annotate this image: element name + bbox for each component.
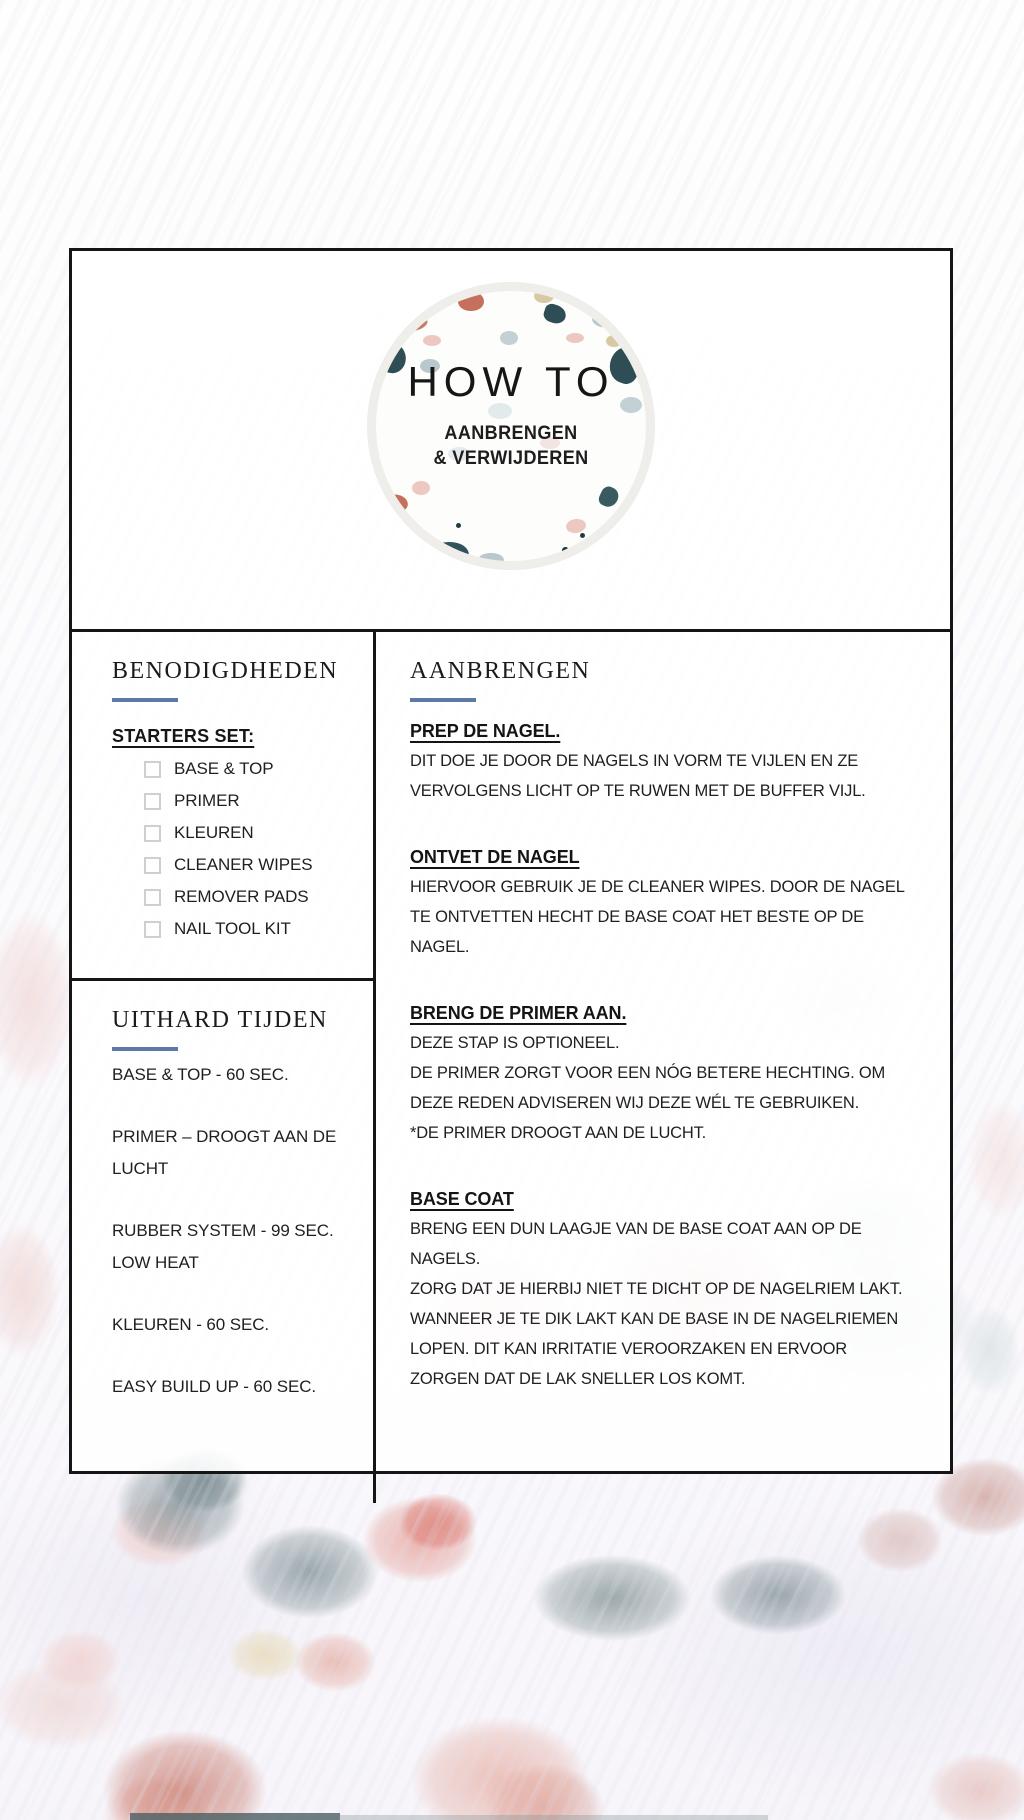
curing-time-entry (112, 1059, 365, 1091)
benodigdheden-heading: BENODIGDHEDEN (112, 658, 339, 684)
terrazzo-chip (562, 547, 568, 553)
section-title: ONTVET DE NAGEL (410, 847, 580, 867)
curing-time-line: BASE & TOP - 60 SEC. (112, 1065, 289, 1084)
bottom-accent-strip (130, 1813, 340, 1820)
checkbox-icon (144, 761, 161, 778)
curing-time-entry (112, 1121, 365, 1185)
curing-time-line: LOW HEAT (112, 1253, 199, 1272)
logo-title: HOW TO (407, 358, 615, 405)
starters-set-list (112, 753, 365, 945)
section-line: ZORGEN DAT DE LAK SNELLER LOS KOMT. (410, 1370, 746, 1388)
logo-subtitle-line2: & VERWIJDEREN (433, 448, 589, 469)
left-column (72, 632, 376, 1503)
terrazzo-chip (597, 484, 622, 510)
section-line: TE ONTVETTEN HECHT DE BASE COAT HET BESTE OP DE (410, 908, 864, 926)
section-line: *DE PRIMER DROOGT AAN DE LUCHT. (410, 1124, 707, 1142)
terrazzo-chip (412, 481, 430, 495)
terrazzo-chip (591, 311, 613, 329)
terrazzo-chip (534, 289, 554, 303)
aanbrengen-heading: AANBRENGEN (410, 658, 591, 684)
curing-times-list (112, 1059, 365, 1403)
section-line: ZORG DAT JE HIERBIJ NIET TE DICHT OP DE NAGELRIEM LAKT. (410, 1280, 903, 1298)
section-line: DE PRIMER ZORGT VOOR EEN NÓG BETERE HECHTING. OM (410, 1064, 886, 1082)
heading-rule (112, 1047, 178, 1051)
list-item-label: NAIL TOOL KIT (174, 919, 291, 938)
section-prep-de-nagel (410, 716, 934, 806)
section-line: NAGELS. (410, 1250, 481, 1268)
uithard-tijden-heading: UITHARD TIJDEN (112, 1007, 328, 1033)
section-title: BASE COAT (410, 1189, 514, 1209)
terrazzo-chip (565, 518, 587, 535)
terrazzo-chip (478, 553, 504, 567)
section-line: HIERVOOR GEBRUIK JE DE CLEANER WIPES. DOOR DE NAGEL (410, 878, 905, 896)
benodigdheden-panel (72, 632, 373, 981)
list-item-label: REMOVER PADS (174, 887, 309, 906)
instruction-card (69, 248, 953, 1474)
terrazzo-chip (500, 331, 518, 345)
logo-text (376, 358, 646, 471)
section-line: DEZE STAP IS OPTIONEEL. (410, 1034, 620, 1052)
section-title: BRENG DE PRIMER AAN. (410, 1003, 627, 1023)
logo-subtitle (376, 421, 646, 471)
content-columns (72, 629, 950, 1503)
curing-time-line: KLEUREN - 60 SEC. (112, 1315, 270, 1334)
list-item (112, 753, 365, 785)
instruction-sections (410, 716, 934, 1394)
list-item (112, 785, 365, 817)
curing-time-line: PRIMER – DROOGT AAN DE (112, 1127, 337, 1146)
section-line: DIT DOE JE DOOR DE NAGELS IN VORM TE VIJLEN EN ZE (410, 752, 859, 770)
terrazzo-chip (542, 302, 568, 326)
list-item (112, 817, 365, 849)
terrazzo-chip (458, 291, 484, 311)
section-line: WANNEER JE TE DIK LAKT KAN DE BASE IN DE NAGELRIEMEN (410, 1310, 899, 1328)
terrazzo-chip (387, 493, 409, 512)
curing-time-entry (112, 1371, 365, 1403)
section-base-coat (410, 1184, 934, 1394)
checkbox-icon (144, 857, 161, 874)
checkbox-icon (144, 793, 161, 810)
list-item-label: PRIMER (174, 791, 240, 810)
section-ontvet-de-nagel (410, 842, 934, 962)
list-item (112, 913, 365, 945)
checkbox-icon (144, 921, 161, 938)
heading-rule (112, 698, 178, 702)
list-item (112, 881, 365, 913)
terrazzo-chip (405, 316, 429, 334)
terrazzo-chip (606, 335, 622, 347)
section-line: LOPEN. DIT KAN IRRITATIE VEROORZAKEN EN ERVOOR (410, 1340, 847, 1358)
logo-subtitle-line1: AANBRENGEN (444, 423, 578, 444)
section-line: VERVOLGENS LICHT OP TE RUWEN MET DE BUFFER VIJL. (410, 782, 866, 800)
list-item-label: KLEUREN (174, 823, 254, 842)
heading-rule (410, 698, 476, 702)
section-line: DEZE REDEN ADVISEREN WIJ DEZE WÉL TE GEBRUIKEN. (410, 1094, 860, 1112)
section-line: BRENG EEN DUN LAAGJE VAN DE BASE COAT AAN OP DE (410, 1220, 862, 1238)
terrazzo-chip (456, 523, 461, 528)
list-item-label: BASE & TOP (174, 759, 274, 778)
section-line: NAGEL. (410, 938, 470, 956)
terrazzo-chip (580, 533, 585, 538)
list-item (112, 849, 365, 881)
section-breng-de-primer-aan (410, 998, 934, 1148)
terrazzo-logo-badge (368, 283, 654, 569)
curing-time-line: RUBBER SYSTEM - 99 SEC. (112, 1221, 334, 1240)
terrazzo-chip (566, 333, 584, 343)
curing-time-line: LUCHT (112, 1159, 169, 1178)
list-item-label: CLEANER WIPES (174, 855, 313, 874)
terrazzo-chip (506, 561, 530, 569)
curing-time-entry (112, 1215, 365, 1279)
curing-time-line: EASY BUILD UP - 60 SEC. (112, 1377, 316, 1396)
bottom-accent-strip-faint (338, 1815, 768, 1820)
curing-time-entry (112, 1309, 365, 1341)
starters-set-title: STARTERS SET: (112, 726, 255, 746)
aanbrengen-column (376, 632, 950, 1503)
terrazzo-chip (427, 536, 470, 569)
logo-section (72, 283, 950, 629)
checkbox-icon (144, 889, 161, 906)
section-title: PREP DE NAGEL. (410, 721, 561, 741)
terrazzo-chip (423, 335, 441, 346)
checkbox-icon (144, 825, 161, 842)
uithard-tijden-panel (72, 981, 373, 1503)
